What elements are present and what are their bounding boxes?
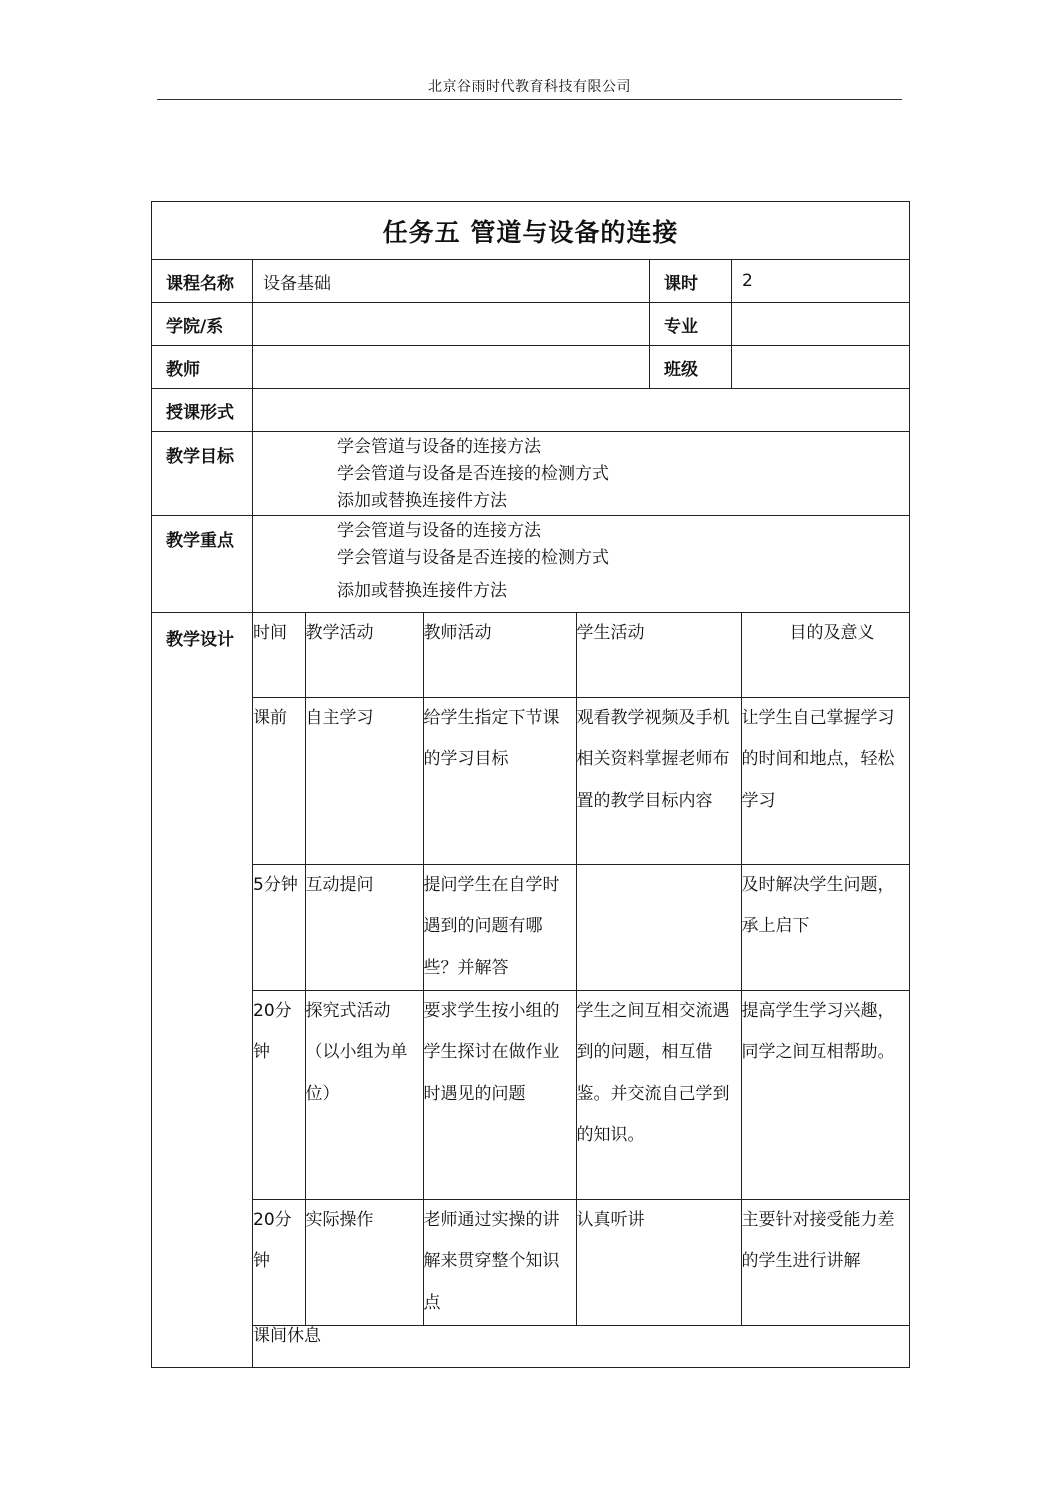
lesson-plan-table <box>151 201 910 1368</box>
table-row <box>253 697 909 864</box>
col-header-purpose: 目的及意义 <box>741 613 909 697</box>
cell-purpose: 及时解决学生问题，承上启下 <box>741 864 909 990</box>
goal-item: 添加或替换连接件方法 <box>337 491 507 511</box>
cell-purpose: 让学生自己掌握学习的时间和地点，轻松学习 <box>741 697 909 864</box>
hours-label: 课时 <box>650 260 732 303</box>
teacher-label: 教师 <box>152 346 253 389</box>
college-label: 学院/系 <box>152 303 253 346</box>
design-label: 教学设计 <box>152 613 253 1368</box>
col-header-teacher: 教师活动 <box>423 613 576 697</box>
cell-teacher: 要求学生按小组的学生探讨在做作业时遇见的问题 <box>423 990 576 1199</box>
design-table <box>253 613 909 1367</box>
goal-item: 学会管道与设备是否连接的检测方式 <box>337 464 609 484</box>
cell-time: 20分钟 <box>253 990 305 1199</box>
table-row <box>253 990 909 1199</box>
col-header-time: 时间 <box>253 613 305 697</box>
focus-item: 学会管道与设备的连接方法 <box>337 521 541 541</box>
focus-list <box>253 516 910 613</box>
cell-time: 课前 <box>253 697 305 864</box>
cell-time: 20分钟 <box>253 1199 305 1325</box>
goals-list <box>253 432 910 516</box>
cell-teacher: 给学生指定下节课的学习目标 <box>423 697 576 864</box>
cell-activity: 自主学习 <box>305 697 423 864</box>
hours-value: 2 <box>732 260 910 303</box>
cell-student: 观看教学视频及手机相关资料掌握老师布置的教学目标内容 <box>576 697 741 864</box>
cell-student <box>576 864 741 990</box>
teacher-value <box>253 346 650 389</box>
format-value <box>253 389 910 432</box>
page-title: 任务五 管道与设备的连接 <box>152 202 910 260</box>
cell-teacher: 提问学生在自学时遇到的问题有哪些？并解答 <box>423 864 576 990</box>
cell-activity: 探究式活动（以小组为单位） <box>305 990 423 1199</box>
focus-item: 添加或替换连接件方法 <box>337 581 507 601</box>
course-name-label: 课程名称 <box>152 260 253 303</box>
cell-student: 认真听讲 <box>576 1199 741 1325</box>
focus-item: 学会管道与设备是否连接的检测方式 <box>337 548 609 568</box>
format-label: 授课形式 <box>152 389 253 432</box>
class-label: 班级 <box>650 346 732 389</box>
table-row <box>253 864 909 990</box>
course-name-value: 设备基础 <box>253 260 650 303</box>
col-header-activity: 教学活动 <box>305 613 423 697</box>
cell-purpose: 主要针对接受能力差的学生进行讲解 <box>741 1199 909 1325</box>
goal-item: 学会管道与设备的连接方法 <box>337 437 541 457</box>
cell-time: 5分钟 <box>253 864 305 990</box>
cell-student: 学生之间互相交流遇到的问题，相互借鉴。并交流自己学到的知识。 <box>576 990 741 1199</box>
major-value <box>732 303 910 346</box>
col-header-student: 学生活动 <box>576 613 741 697</box>
cell-teacher: 老师通过实操的讲解来贯穿整个知识点 <box>423 1199 576 1325</box>
focus-label: 教学重点 <box>152 516 253 613</box>
cell-purpose: 提高学生学习兴趣，同学之间互相帮助。 <box>741 990 909 1199</box>
college-value <box>253 303 650 346</box>
table-row <box>253 1199 909 1325</box>
page-header-company: 北京谷雨时代教育科技有限公司 <box>428 79 631 95</box>
cell-activity: 实际操作 <box>305 1199 423 1325</box>
goals-label: 教学目标 <box>152 432 253 516</box>
cell-activity: 互动提问 <box>305 864 423 990</box>
break-row: 课间休息 <box>253 1325 909 1367</box>
header-divider <box>157 99 902 100</box>
design-cell <box>253 613 910 1368</box>
class-value <box>732 346 910 389</box>
major-label: 专业 <box>650 303 732 346</box>
